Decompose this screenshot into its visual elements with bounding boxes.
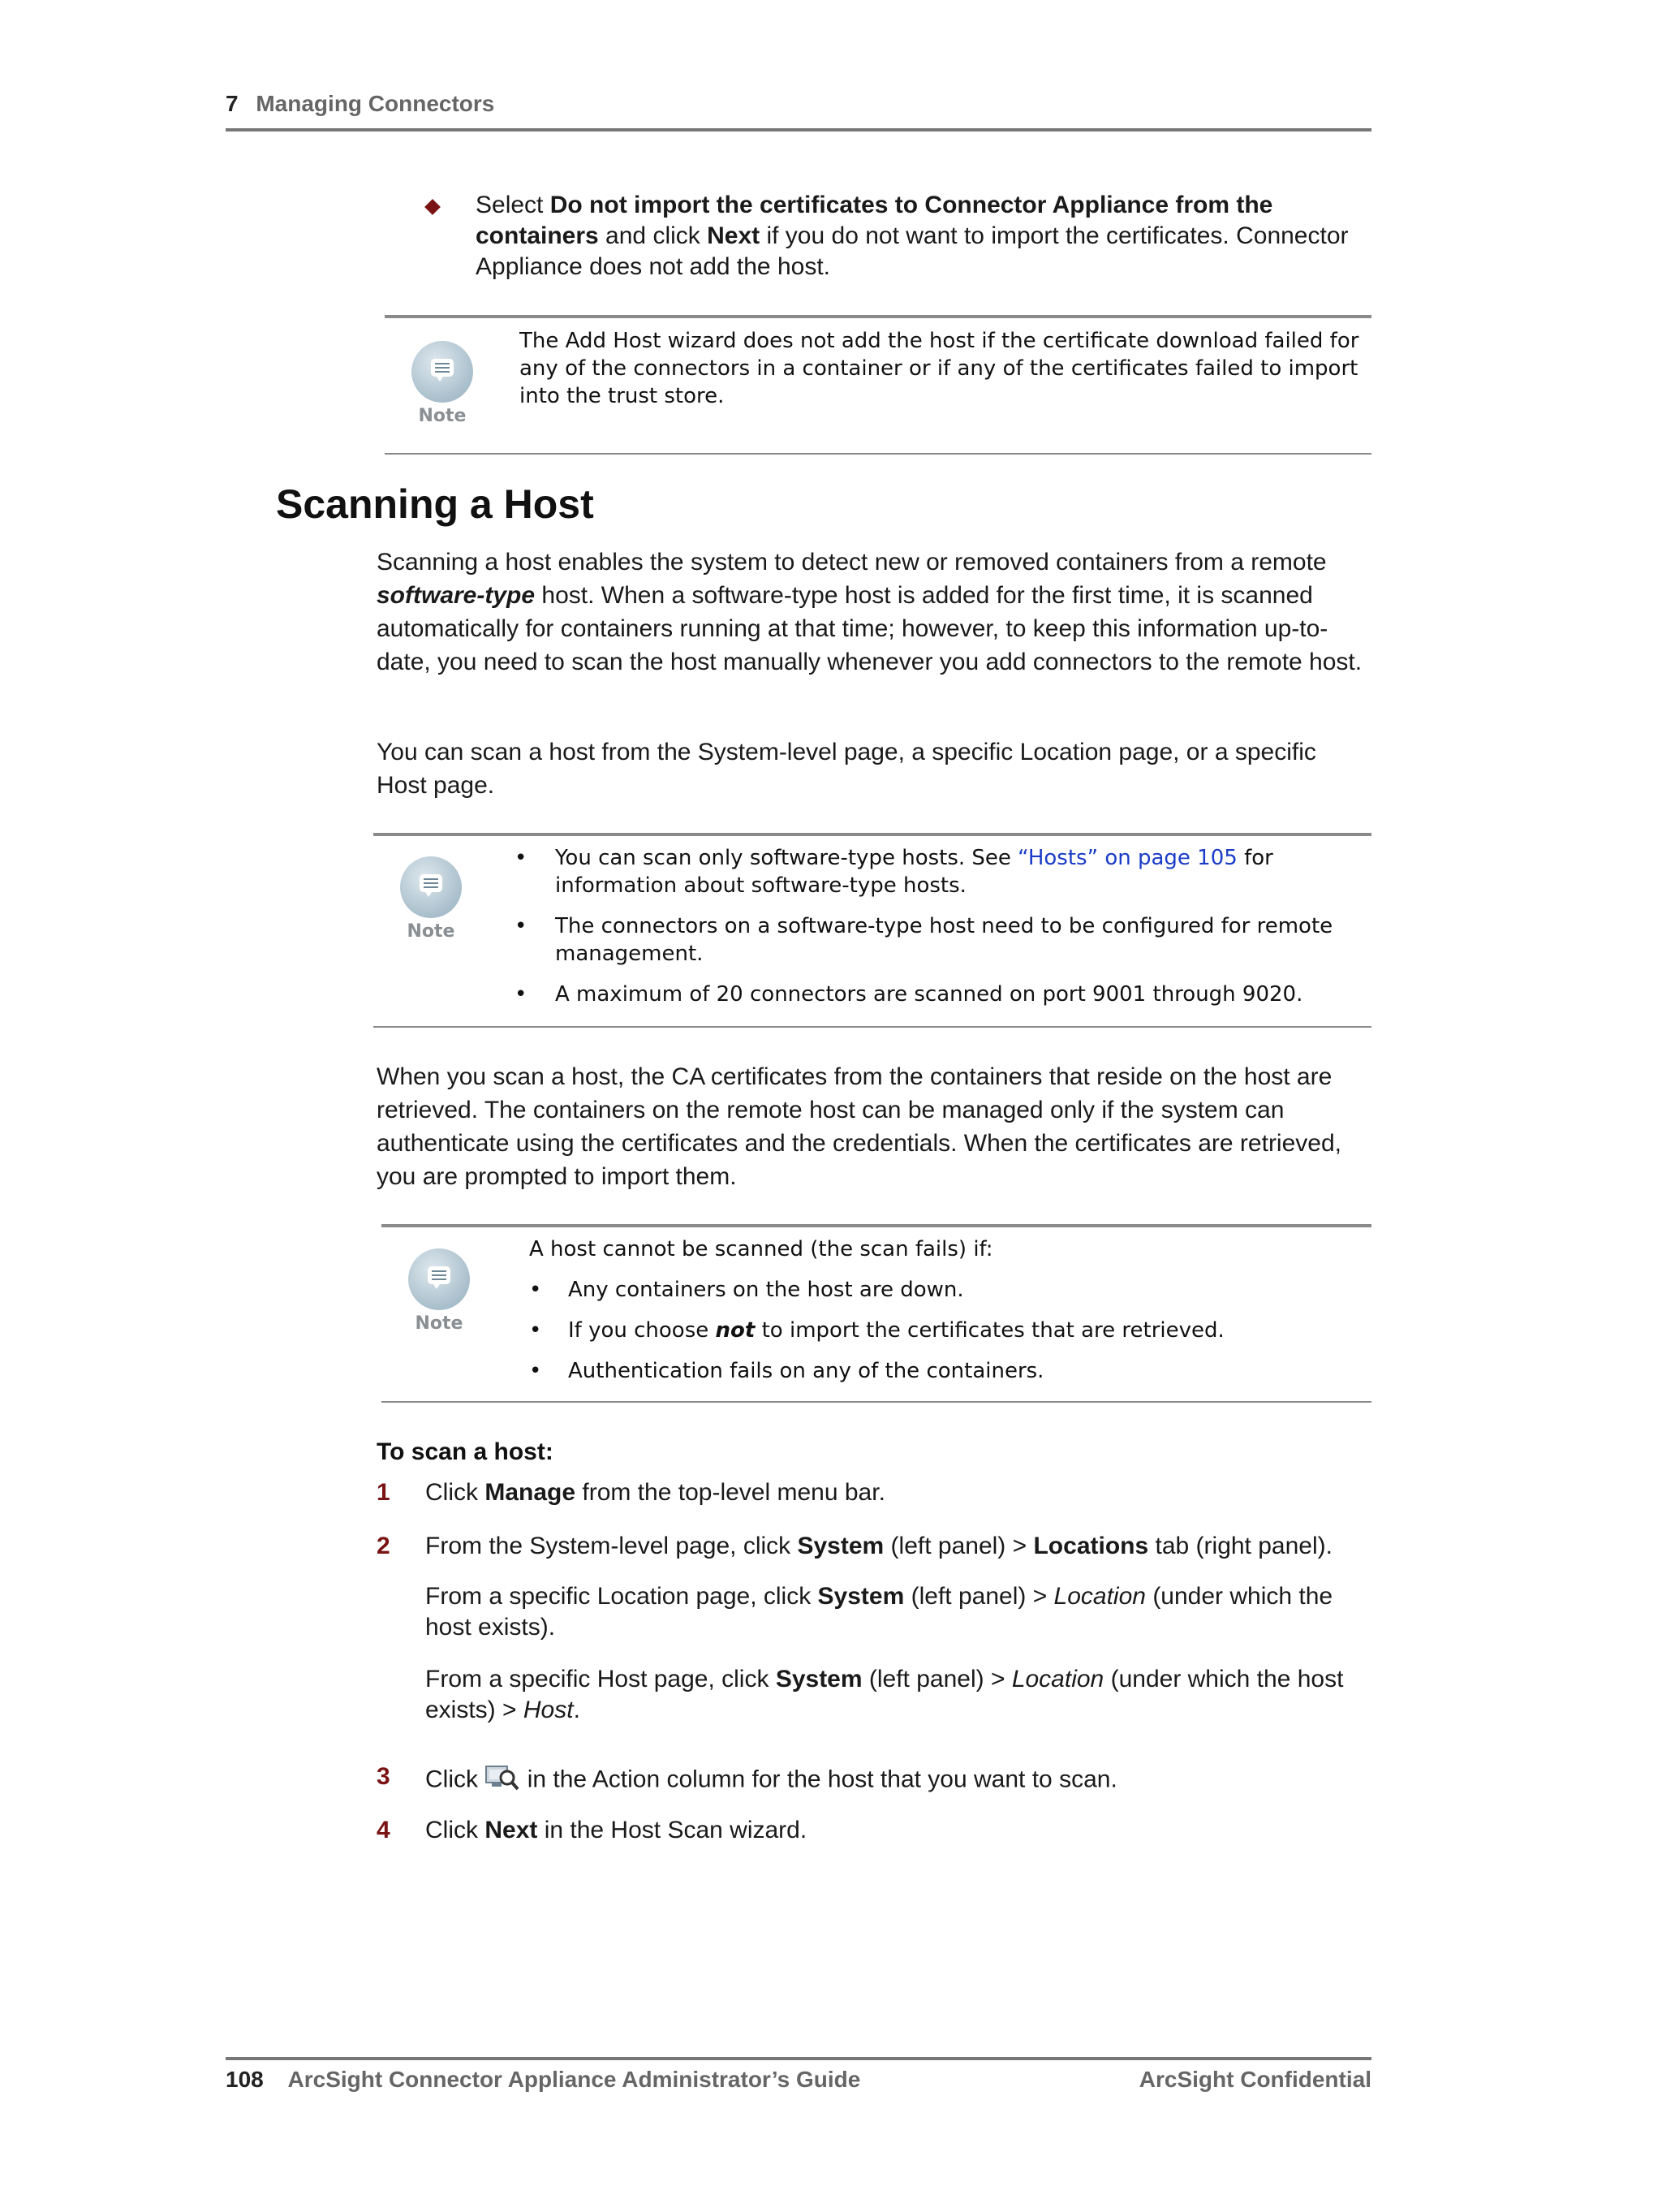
header-rule [226, 128, 1371, 132]
step-2-host: From a specific Host page, click System (left panel) > Location (under which the host exists) > Host. [425, 1666, 1344, 1723]
page-header [226, 91, 494, 117]
note2-bottom-rule [373, 1026, 1371, 1028]
note-icon: Note [409, 341, 476, 426]
note1-text: The Add Host wizard does not add the host if the certificate download failed for any of the connectors in a container or if any of the certificates failed to import into the trust store. [519, 329, 1359, 408]
paragraph-3: When you scan a host, the CA certificates from the containers that reside on the host are retrieved. The containers on the remote host can be managed only if the system can authenticate using the certificates and the credentials. When the certificates are retrieved, you are prompted to import them. [377, 1063, 1341, 1190]
footer-rule [226, 2057, 1371, 2060]
list-item: • Authentication fails on any of the containers. [529, 1359, 1044, 1383]
note3-intro: A host cannot be scanned (the scan fails) if: [529, 1237, 993, 1261]
hosts-page-link[interactable]: “Hosts” on page 105 [1018, 846, 1238, 870]
note-icon: Note [406, 1248, 472, 1334]
diamond-bullet-icon [424, 199, 441, 215]
note-icon: Note [398, 856, 464, 942]
chapter-number: 7 [226, 91, 239, 116]
list-item: • A maximum of 20 connectors are scanned on port 9001 through 9020. [515, 982, 1303, 1007]
note1-top-rule [385, 315, 1371, 318]
paragraph-1: Scanning a host enables the system to detect new or removed containers from a remote software-type host. When a software-type host is added for the first time, it is scanned automatically for containers running at that time; however, to keep this information up-to-date, you need to scan the host manually whenever you add connectors to the remote host. [377, 549, 1363, 675]
step-number: 2 [377, 1533, 390, 1559]
step-4: Click Next in the Host Scan wizard. [425, 1817, 807, 1843]
step-3: Click in the Action column for the host that you want to scan. [425, 1760, 1367, 1801]
list-item: • Any containers on the host are down. [529, 1278, 964, 1302]
step-number: 4 [377, 1817, 390, 1843]
note3-top-rule [381, 1224, 1371, 1227]
step-2-location: From a specific Location page, click System (left panel) > Location (under which the host exists). [425, 1583, 1333, 1641]
confidential-label: ArcSight Confidential [1139, 2067, 1371, 2092]
step-1: Click Manage from the top-level menu bar. [425, 1479, 885, 1506]
note2-list [511, 844, 1371, 1008]
guide-title: ArcSight Connector Appliance Administrator’s Guide [287, 2067, 861, 2092]
top-bullet-text: Select Do not import the certificates to Connector Appliance from the containers and click Next if you do not want to import the certificates. Connector Appliance does not add the host. [476, 192, 1349, 280]
note3-bottom-rule [381, 1401, 1371, 1403]
note1-bottom-rule [385, 453, 1371, 455]
list-item: • If you choose not to import the certificates that are retrieved. [529, 1318, 1225, 1343]
step-number: 3 [377, 1763, 390, 1790]
chapter-title: Managing Connectors [256, 91, 495, 116]
list-item: • You can scan only software-type hosts. See “Hosts” on page 105 for information about software-type hosts. [515, 846, 1273, 898]
note3-content [529, 1235, 1365, 1385]
paragraph-2: You can scan a host from the System-level page, a specific Location page, or a specific Host page. [377, 739, 1316, 799]
procedure-title: To scan a host: [377, 1438, 553, 1465]
page-number: 108 [226, 2067, 264, 2092]
note2-top-rule [373, 833, 1371, 836]
page-footer [226, 2067, 1371, 2093]
step-number: 1 [377, 1479, 390, 1506]
step-2: From the System-level page, click System (left panel) > Locations tab (right panel). [425, 1533, 1333, 1559]
section-title: Scanning a Host [276, 481, 594, 527]
list-item: • The connectors on a software-type host need to be configured for remote management. [515, 914, 1333, 966]
scan-host-icon[interactable] [484, 1760, 520, 1801]
